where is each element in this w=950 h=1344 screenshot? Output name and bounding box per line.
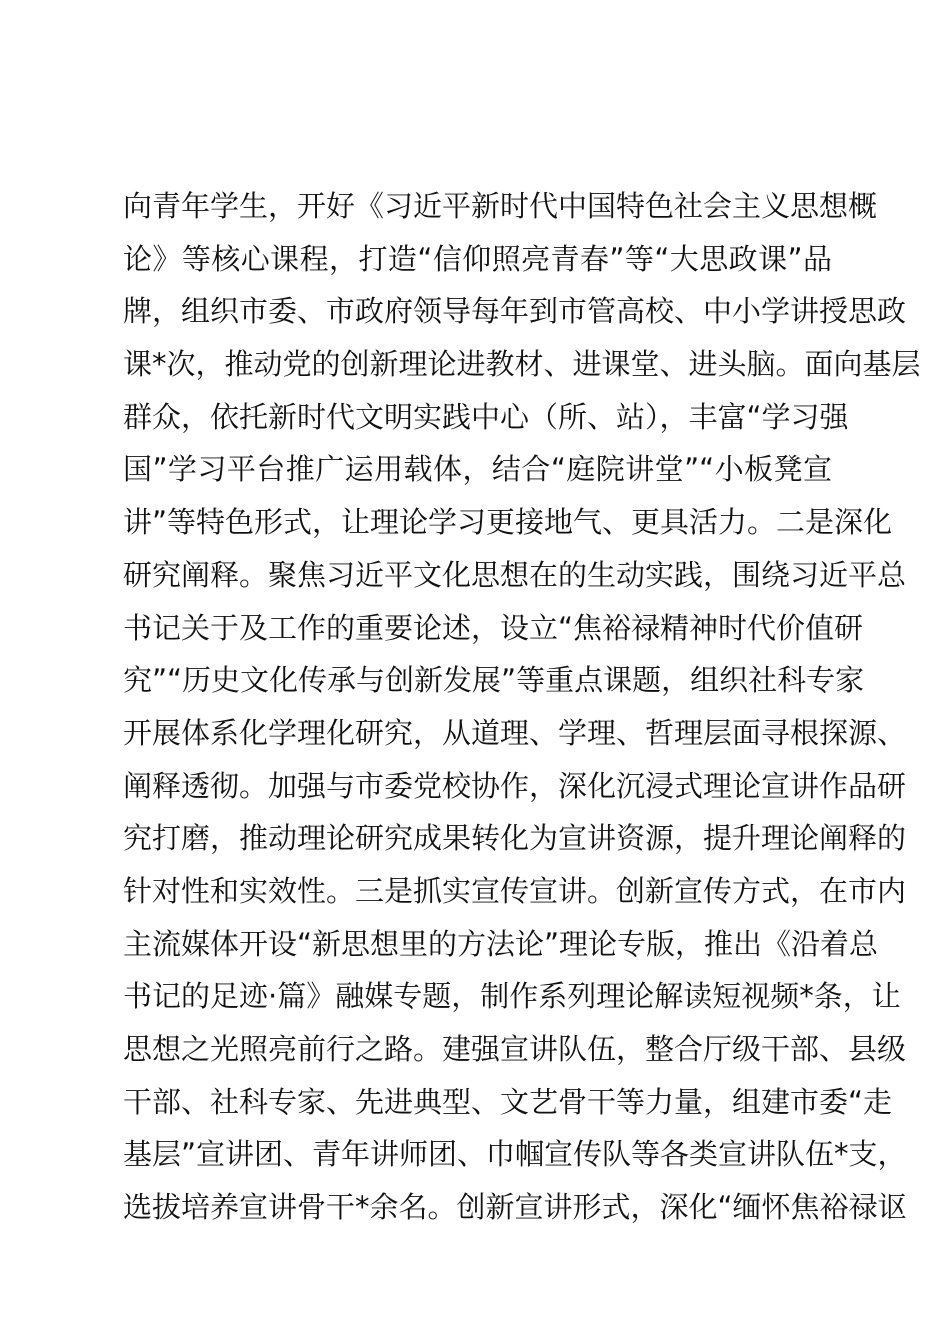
text-line: 思想之光照亮前行之路。建强宣讲队伍，整合厅级干部、县级 — [123, 1032, 907, 1066]
text-line: 论》等核心课程，打造“信仰照亮青春”等“大思政课”品 — [123, 241, 832, 276]
body-paragraph — [123, 180, 921, 1234]
text-line: 向青年学生，开好《习近平新时代中国特色社会主义思想概 — [123, 189, 878, 223]
text-line: 课*次，推动党的创新理论进教材、进课堂、进头脑。面向基层 — [123, 347, 921, 382]
text-line: 干部、社科专家、先进典型、文艺骨干等力量，组建市委“走 — [123, 1084, 893, 1119]
text-line: 研究阐释。聚焦习近平文化思想在的生动实践，围绕习近平总 — [123, 557, 907, 592]
text-line: 阐释透彻。加强与市委党校协作，深化沉浸式理论宣讲作品研 — [123, 768, 907, 803]
text-line: 书记的足迹·篇》融媒专题，制作系列理论解读短视频*条，让 — [123, 979, 901, 1014]
text-line: 国”学习平台推广运用载体，结合“庭院讲堂”“小板凳宣 — [123, 452, 832, 487]
text-line: 主流媒体开设“新思想里的方法论”理论专版，推出《沿着总 — [123, 926, 879, 961]
text-line: 选拔培养宣讲骨干*余名。创新宣讲形式，深化“缅怀焦裕禄讴 — [123, 1190, 907, 1225]
text-line: 究”“历史文化传承与创新发展”等重点课题，组织社科专家 — [123, 663, 865, 698]
text-line: 究打磨，推动理论研究成果转化为宣讲资源，提升理论阐释的 — [123, 821, 907, 856]
text-line: 开展体系化学理化研究，从道理、学理、哲理层面寻根探源、 — [123, 715, 907, 750]
text-line: 针对性和实效性。三是抓实宣传宣讲。创新宣传方式，在市内 — [123, 873, 907, 908]
text-line: 讲”等特色形式，让理论学习更接地气、更具活力。二是深化 — [123, 505, 893, 540]
text-line: 牌，组织市委、市政府领导每年到市管高校、中小学讲授思政 — [123, 294, 907, 329]
text-line: 书记关于及工作的重要论述，设立“焦裕禄精神时代价值研 — [123, 610, 864, 645]
text-line: 群众，依托新时代文明实践中心（所、站），丰富“学习强 — [123, 399, 849, 434]
text-line: 基层”宣讲团、青年讲师团、巾帼宣传队等各类宣讲队伍*支， — [123, 1137, 907, 1172]
